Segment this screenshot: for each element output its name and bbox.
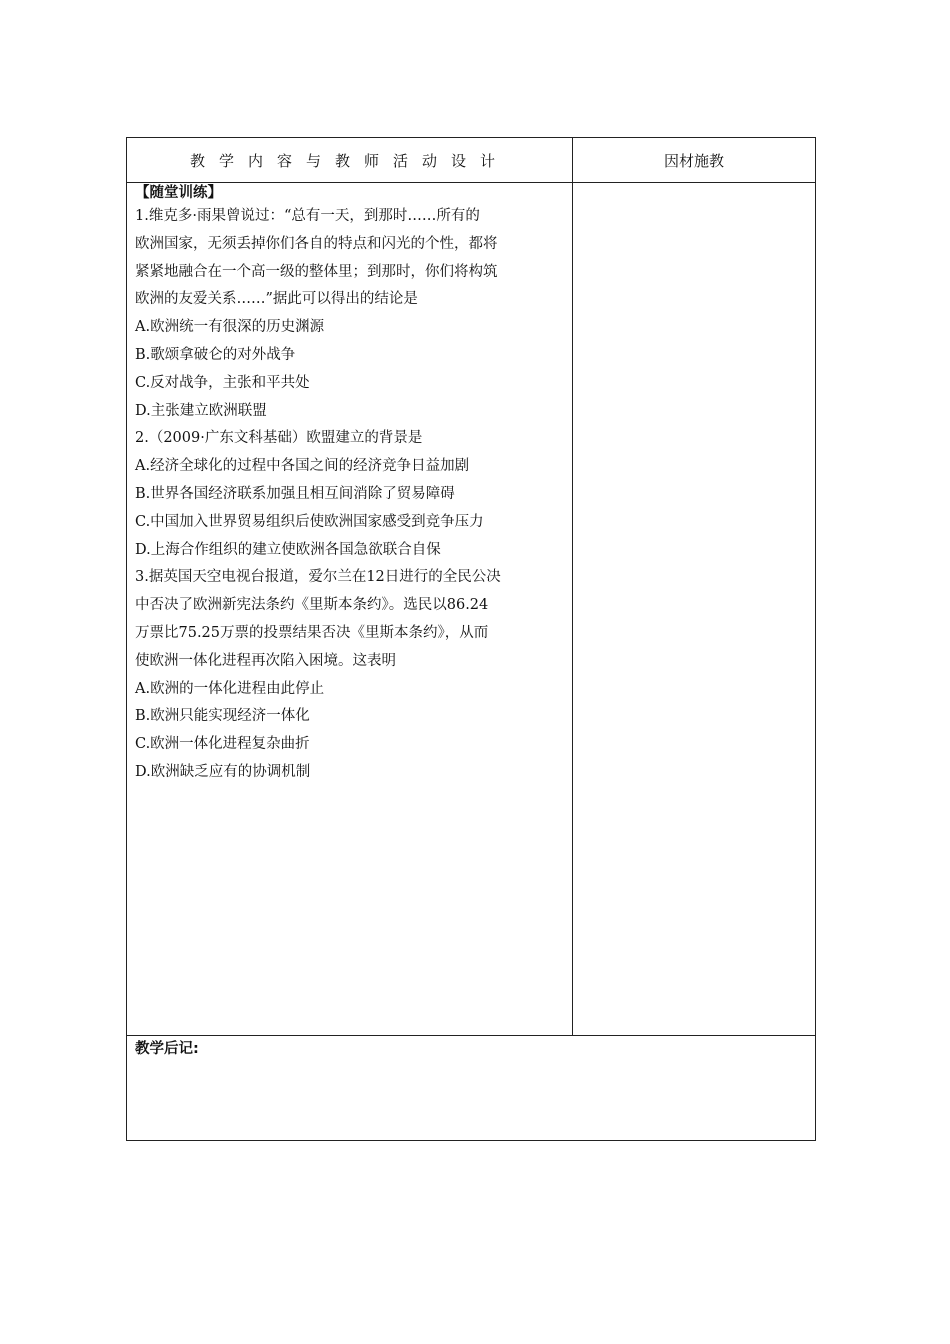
side-notes-cell <box>573 183 815 1035</box>
question-line: 紧紧地融合在一个高一级的整体里；到那时，你们将构筑 <box>135 263 498 280</box>
option-line: D.欧洲缺乏应有的协调机制 <box>135 763 311 780</box>
content-cell <box>127 183 573 1035</box>
question-line: 1.维克多·雨果曾说过：“总有一天，到那时……所有的 <box>135 208 480 224</box>
section-title: 【随堂训练】 <box>135 185 222 201</box>
option-line: B.欧洲只能实现经济一体化 <box>135 708 310 725</box>
teaching-reflection-cell <box>127 1035 815 1140</box>
option-line: B.歌颂拿破仑的对外战争 <box>135 346 296 363</box>
question-line: 使欧洲一体化进程再次陷入困境。这表明 <box>135 652 396 669</box>
option-line: C.反对战争，主张和平共处 <box>135 374 310 391</box>
option-line: A.欧洲的一体化进程由此停止 <box>135 680 325 697</box>
question-line: 万票比75.25万票的投票结果否决《里斯本条约》，从而 <box>135 624 489 641</box>
question-line: 3.据英国天空电视台报道，爱尔兰在12日进行的全民公决 <box>135 569 501 586</box>
header-teaching-content: 教学内容与教师活动设计 <box>127 138 573 183</box>
question-line: 欧洲的友爱关系……”据此可以得出的结论是 <box>135 291 418 308</box>
question-line: 中否决了欧洲新宪法条约《里斯本条约》。选民以86.24 <box>135 597 489 614</box>
question-line: 2.（2009·广东文科基础）欧盟建立的背景是 <box>135 430 423 447</box>
lesson-plan-table <box>126 137 816 1141</box>
option-line: D.主张建立欧洲联盟 <box>135 402 267 419</box>
option-line: C.中国加入世界贸易组织后使欧洲国家感受到竞争压力 <box>135 513 484 530</box>
option-line: B.世界各国经济联系加强且相互间消除了贸易障碍 <box>135 485 455 502</box>
option-line: A.欧洲统一有很深的历史渊源 <box>135 319 325 336</box>
header-differentiated-teaching: 因材施教 <box>573 138 815 183</box>
question-line: 欧洲国家，无须丢掉你们各自的特点和闪光的个性，都将 <box>135 235 498 252</box>
option-line: A.经济全球化的过程中各国之间的经济竞争日益加剧 <box>135 458 470 475</box>
teaching-reflection-title: 教学后记: <box>135 1041 199 1057</box>
option-line: C.欧洲一体化进程复杂曲折 <box>135 736 310 753</box>
option-line: D.上海合作组织的建立使欧洲各国急欲联合自保 <box>135 541 441 558</box>
